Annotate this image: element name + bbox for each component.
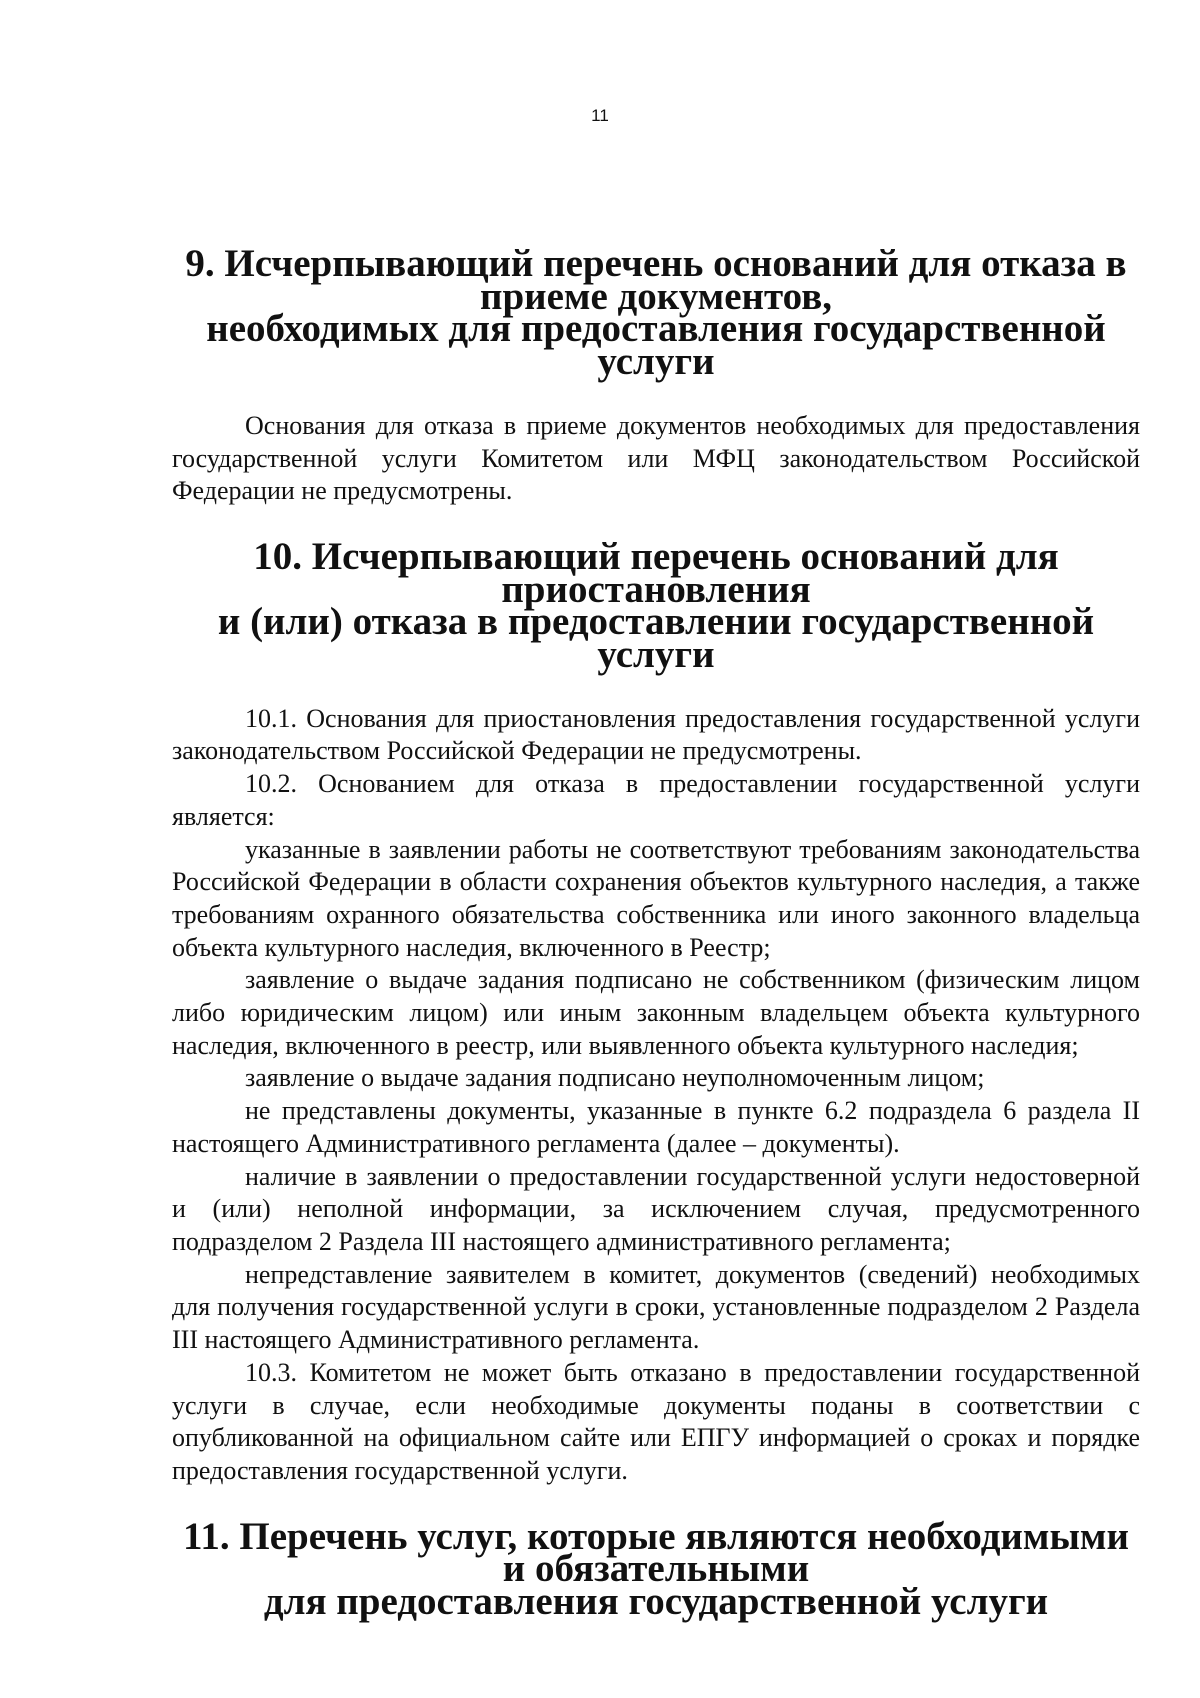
section-11-heading-line-1: 11. Перечень услуг, которые являются необходимыми и обязательными [183, 1514, 1129, 1591]
section-11-heading-line-2: для предоставления государственной услуги [263, 1580, 1049, 1624]
paragraph-10-3: 10.3. Комитетом не может быть отказано в предоставлении государственной услуги в случае, если необходимые документы поданы в соответствии с опубликованной на официальном сайте или ЕПГУ информацией о сроках и порядке предоставления государственной услуги. [172, 1357, 1140, 1485]
refusal-ground-documents-missing: не представлены документы, указанные в пункте 6.2 подраздела 6 раздела II настоящего Административного регламента (далее – документы). [172, 1096, 1140, 1158]
section-9-heading-line-1: 9. Исчерпывающий перечень оснований для отказа в приеме документов, [185, 242, 1127, 318]
refusal-ground-not-owner-signed: заявление о выдаче задания подписано не собственником (физическим лицом либо юридическим лицом) или иным законным владельцем объекта культурного наследия, включенного в реестр, или выявленного объекта культурного наследия; [172, 965, 1140, 1060]
document-body [172, 242, 1140, 1624]
section-11-heading [172, 1514, 1140, 1624]
section-10-heading-line-1: 10. Исчерпывающий перечень оснований для приостановления [253, 534, 1059, 611]
section-10-heading [172, 534, 1140, 677]
section-10-heading-line-2: и (или) отказа в предоставлении государственной услуги [217, 600, 1095, 677]
refusal-ground-not-submitted-in-time: непредставление заявителем в комитет, документов (сведений) необходимых для получения государственной услуги в сроки, установленные подразделом 2 Раздела III настоящего Административного регламента. [172, 1259, 1140, 1355]
refusal-ground-works-noncompliant: указанные в заявлении работы не соответствуют требованиям законодательства Российской Федерации в области сохранения объектов культурного наследия, а также требованиям охранного обязательства собственника или иного законного владельца объекта культурного наследия, включенного в Реестр; [172, 834, 1140, 962]
section-9-paragraph: Основания для отказа в приеме документов необходимых для предоставления государственной услуги Комитетом или МФЦ законодательством Российской Федерации не предусмотрены. [172, 410, 1140, 506]
section-9-heading [172, 242, 1140, 384]
section-9-heading-line-2: необходимых для предоставления государственной услуги [206, 307, 1106, 384]
refusal-ground-unauthorized-signer: заявление о выдаче задания подписано неуполномоченным лицом; [245, 1063, 985, 1093]
paragraph-10-1: 10.1. Основания для приостановления предоставления государственной услуги законодательством Российской Федерации не предусмотрены. [172, 703, 1140, 766]
spacer [172, 672, 1140, 703]
spacer [172, 379, 1140, 410]
paragraph-10-2: 10.2. Основанием для отказа в предоставлении государственной услуги является: [172, 769, 1140, 831]
page-number: 11 [591, 106, 609, 125]
refusal-ground-unreliable-info: наличие в заявлении о предоставлении государственной услуги недостоверной и (или) неполной информации, за исключением случая, предусмотренного подразделом 2 Раздела III настоящего административного регламента; [172, 1161, 1140, 1256]
